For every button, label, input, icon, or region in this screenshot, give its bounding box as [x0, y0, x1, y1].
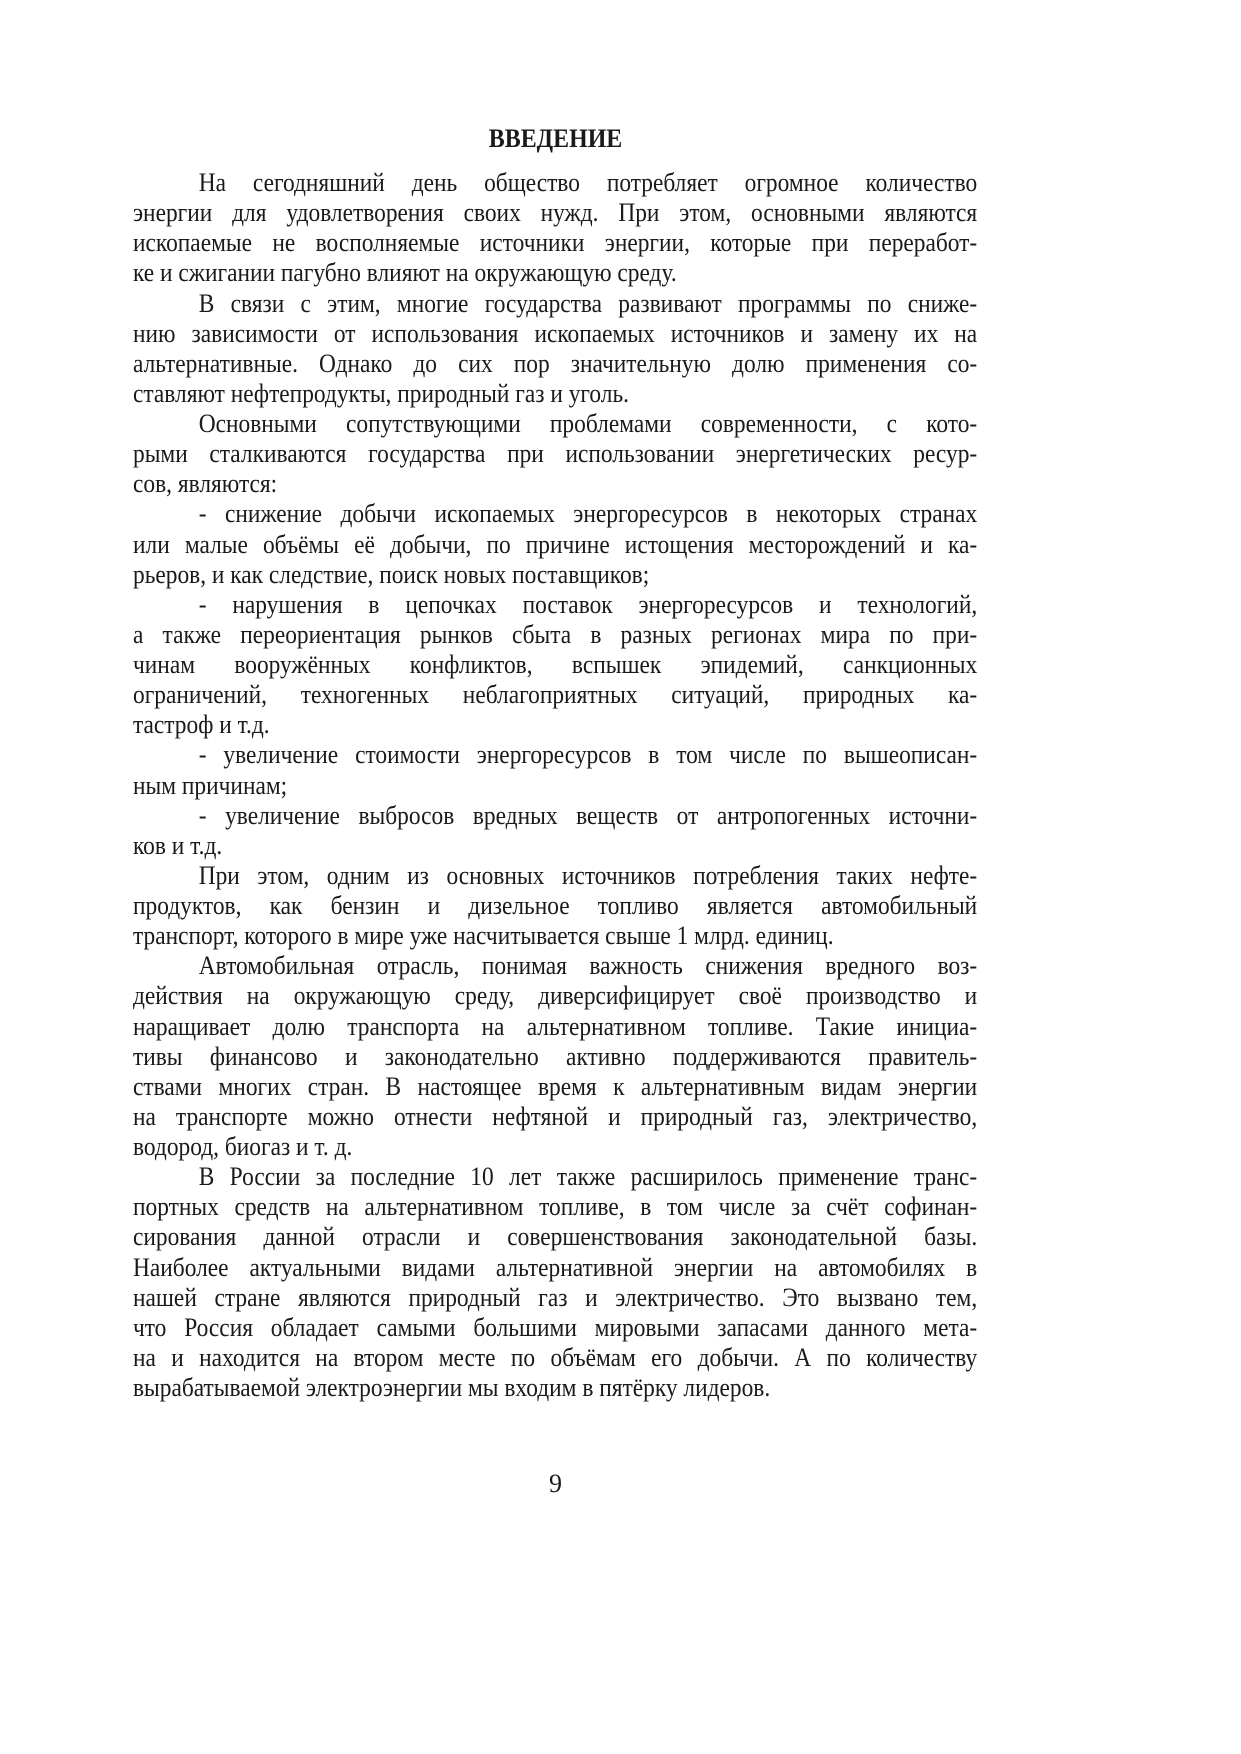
- text-line: ставляют нефтепродукты, природный газ и уголь.: [133, 378, 629, 408]
- text-line: ным причинам;: [133, 770, 288, 800]
- paragraph: [133, 168, 977, 289]
- page-title: ВВЕДЕНИЕ: [488, 124, 623, 154]
- text-line: нию зависимости от использования ископаемых источников и замену их на: [133, 318, 978, 348]
- text-line: чинам вооружённых конфликтов, вспышек эпидемий, санкционных: [133, 650, 978, 679]
- text-line: на и находится на втором месте по объёмам его добычи. А по количеству: [133, 1342, 978, 1372]
- text-line: что Россия обладает самыми большими мировыми запасами данного мета-: [133, 1312, 978, 1342]
- paragraph: [133, 590, 977, 741]
- paragraph: [133, 409, 977, 499]
- text-line: тивы финансово и законодательно активно поддерживаются правитель-: [133, 1041, 978, 1071]
- paragraph: [133, 289, 977, 410]
- paragraph: [133, 740, 977, 800]
- text-line: ископаемые не восполняемые источники энергии, которые при переработ-: [133, 228, 978, 258]
- text-line: продуктов, как бензин и дизельное топливо является автомобильный: [133, 891, 978, 920]
- text-line: рьеров, и как следствие, поиск новых поставщиков;: [133, 559, 650, 589]
- text-line: В связи с этим, многие государства развивают программы по сниже-: [198, 288, 978, 318]
- text-line: ков и т.д.: [133, 830, 223, 860]
- text-line: ограничений, техногенных неблагоприятных ситуаций, природных ка-: [133, 680, 978, 710]
- body-text: [133, 168, 977, 1403]
- text-line: Наиболее актуальными видами альтернативной энергии на автомобилях в: [133, 1252, 978, 1282]
- text-line: ствами многих стран. В настоящее время к альтернативным видам энергии: [133, 1071, 978, 1101]
- text-line: - увеличение выбросов вредных веществ от антропогенных источни-: [198, 800, 978, 830]
- text-line: а также переориентация рынков сбыта в разных регионах мира по при-: [133, 619, 978, 649]
- text-line: сов, являются:: [133, 469, 278, 499]
- text-line: - нарушения в цепочках поставок энергоресурсов и технологий,: [198, 589, 978, 619]
- text-line: на транспорте можно отнести нефтяной и природный газ, электричество,: [133, 1101, 978, 1131]
- text-line: В России за последние 10 лет также расширилось применение транс-: [198, 1162, 978, 1192]
- text-line: рыми сталкиваются государства при использовании энергетических ресур-: [133, 439, 978, 469]
- text-line: вырабатываемой электроэнергии мы входим в пятёрку лидеров.: [133, 1373, 771, 1402]
- paragraph: [133, 951, 977, 1162]
- text-line: альтернативные. Однако до сих пор значительную долю применения со-: [133, 348, 978, 378]
- paragraph: [133, 499, 977, 589]
- text-line: При этом, одним из основных источников потребления таких нефте-: [198, 860, 978, 890]
- text-line: энергии для удовлетворения своих нужд. При этом, основными являются: [133, 198, 978, 228]
- text-line: водород, биогаз и т. д.: [133, 1132, 353, 1161]
- text-line: нашей стране являются природный газ и электричество. Это вызвано тем,: [133, 1282, 978, 1312]
- paragraph: [133, 801, 977, 861]
- text-line: - увеличение стоимости энергоресурсов в том числе по вышеописан-: [198, 740, 978, 770]
- text-line: транспорт, которого в мире уже насчитывается свыше 1 млрд. единиц.: [133, 921, 834, 951]
- text-line: или малые объёмы её добычи, по причине истощения месторождений и ка-: [133, 529, 978, 559]
- text-line: - снижение добычи ископаемых энергоресурсов в некоторых странах: [198, 499, 978, 529]
- text-line: тастроф и т.д.: [133, 710, 270, 740]
- text-line: наращивает долю транспорта на альтернативном топливе. Такие инициа-: [133, 1011, 978, 1041]
- text-line: действия на окружающую среду, диверсифицирует своё производство и: [133, 981, 978, 1011]
- text-line: Автомобильная отрасль, понимая важность снижения вредного воз-: [198, 951, 978, 981]
- text-line: Основными сопутствующими проблемами современности, с кото-: [198, 409, 978, 438]
- page-number: 9: [549, 1469, 562, 1498]
- paragraph: [133, 1162, 977, 1403]
- text-line: ке и сжигании пагубно влияют на окружающую среду.: [133, 258, 677, 288]
- text-line: На сегодняшний день общество потребляет огромное количество: [198, 168, 978, 197]
- paragraph: [133, 861, 977, 951]
- text-line: сирования данной отрасли и совершенствования законодательной базы.: [133, 1222, 978, 1252]
- text-line: портных средств на альтернативном топливе, в том числе за счёт софинан-: [133, 1192, 978, 1222]
